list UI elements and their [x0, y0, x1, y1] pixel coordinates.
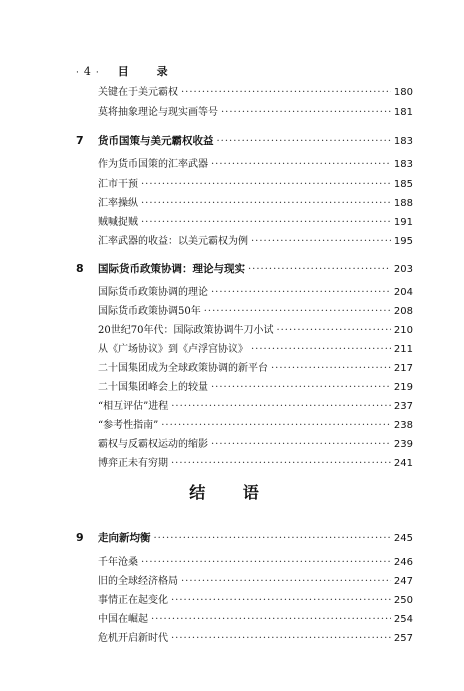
entry-title: 莫将抽象理论与现实画等号 — [98, 107, 218, 118]
entry-title: 汇市干预 — [98, 179, 138, 190]
part-title: 结 语 — [189, 483, 275, 502]
entry-title: 国际货币政策协调的理论 — [98, 287, 208, 298]
page-number: 237 — [393, 401, 413, 412]
toc-section-row — [76, 262, 413, 277]
page-number: 241 — [393, 458, 413, 469]
toc-entry-row — [98, 400, 413, 414]
dot-leader — [211, 381, 391, 395]
dot-leader — [154, 532, 391, 546]
entry-title: 事情正在起变化 — [98, 595, 168, 606]
page-number: 183 — [393, 136, 413, 147]
dot-leader — [251, 235, 391, 249]
page-number: 208 — [393, 306, 413, 317]
page-number: 195 — [393, 236, 413, 247]
dot-leader — [171, 594, 391, 608]
section-number: 9 — [76, 531, 84, 544]
toc-entry-row — [98, 556, 413, 570]
entry-title: 中国在崛起 — [98, 614, 148, 625]
entry-title: 二十国集团峰会上的较量 — [98, 382, 208, 393]
dot-leader — [211, 286, 391, 300]
toc-entry-row — [98, 632, 413, 646]
toc-entry-row — [98, 305, 413, 319]
page-number: 203 — [393, 264, 413, 275]
dot-leader — [141, 216, 391, 230]
page-number: 246 — [393, 557, 413, 568]
entry-title: 汇率操纵 — [98, 198, 138, 209]
entry-title: 博弈正未有穷期 — [98, 458, 168, 469]
section-title: 货币国策与美元霸权收益 — [98, 135, 214, 147]
entry-title: 从《广场协议》到《卢浮宫协议》 — [98, 344, 248, 355]
dot-leader — [141, 197, 391, 211]
dot-leader — [151, 613, 391, 627]
section-number: 8 — [76, 262, 84, 275]
dot-leader — [181, 86, 391, 100]
entry-title: 霸权与反霸权运动的缩影 — [98, 439, 208, 450]
page-number: 211 — [393, 344, 413, 355]
entry-title: 旧的全球经济格局 — [98, 576, 178, 587]
dot-leader — [171, 400, 391, 414]
toc-entry-row — [98, 381, 413, 395]
header-dot-right: · — [95, 68, 100, 78]
toc-entry-row — [98, 86, 413, 100]
page-number: 181 — [393, 107, 413, 118]
entry-title: 20世纪70年代：国际政策协调牛刀小试 — [98, 325, 274, 336]
page-number: 180 — [393, 87, 413, 98]
entry-title: 贼喊捉贼 — [98, 217, 138, 228]
dot-leader — [221, 106, 391, 120]
entry-title: “参考性指南” — [98, 420, 159, 431]
entry-title: 作为货币国策的汇率武器 — [98, 159, 208, 170]
toc-entry-row — [98, 197, 413, 211]
entry-title: 国际货币政策协调50年 — [98, 306, 201, 317]
toc-section-row — [76, 531, 413, 546]
dot-leader — [211, 438, 391, 452]
toc-entry-row — [98, 324, 413, 338]
toc-entry-row — [98, 178, 413, 192]
toc-entry-row — [98, 235, 413, 249]
dot-leader — [171, 457, 391, 471]
page-number: 217 — [393, 363, 413, 374]
dot-leader — [204, 305, 391, 319]
toc-entry-row — [98, 613, 413, 627]
header-title: 目 录 — [117, 65, 180, 78]
dot-leader — [161, 419, 391, 433]
dot-leader — [217, 135, 391, 149]
page-number: 183 — [393, 159, 413, 170]
dot-leader — [141, 556, 391, 570]
page-number: 219 — [393, 382, 413, 393]
entry-title: 汇率武器的收益：以美元霸权为例 — [98, 236, 248, 247]
page-number: 247 — [393, 576, 413, 587]
toc-entry-row — [98, 362, 413, 376]
toc-entry-row — [98, 343, 413, 357]
toc-entry-row — [98, 158, 413, 172]
toc-entry-row — [98, 438, 413, 452]
entry-title: 二十国集团成为全球政策协调的新平台 — [98, 363, 268, 374]
toc-entry-row — [98, 457, 413, 471]
dot-leader — [181, 575, 391, 589]
page-number: 238 — [393, 420, 413, 431]
entry-title: 千年沧桑 — [98, 557, 138, 568]
page-number: 210 — [393, 325, 413, 336]
toc-section-row — [76, 134, 413, 149]
dot-leader — [141, 178, 391, 192]
dot-leader — [276, 324, 390, 338]
toc-entry-row — [98, 419, 413, 433]
entry-title: 关键在于美元霸权 — [98, 87, 178, 98]
toc-entry-row — [98, 106, 413, 120]
page-number: 239 — [393, 439, 413, 450]
section-number: 7 — [76, 134, 84, 147]
entry-title: “相互评估”进程 — [98, 401, 169, 412]
page-number: 188 — [393, 198, 413, 209]
dot-leader — [211, 158, 391, 172]
dot-leader — [248, 263, 391, 277]
toc-entry-row — [98, 286, 413, 300]
dot-leader — [171, 632, 391, 646]
toc-entry-row — [98, 575, 413, 589]
section-title: 走向新均衡 — [98, 532, 151, 544]
toc-entry-row — [98, 216, 413, 230]
page-number: 185 — [393, 179, 413, 190]
page-number: 191 — [393, 217, 413, 228]
page-number: 254 — [393, 614, 413, 625]
page-number: 257 — [393, 633, 413, 644]
page-number: 250 — [393, 595, 413, 606]
header-dot-left: · — [76, 68, 80, 78]
dot-leader — [251, 343, 391, 357]
page-number: 245 — [393, 533, 413, 544]
header-page-number: 4 — [83, 65, 92, 78]
toc-entry-row — [98, 594, 413, 608]
entry-title: 危机开启新时代 — [98, 633, 168, 644]
page-number: 204 — [393, 287, 413, 298]
running-header — [76, 63, 180, 79]
dot-leader — [271, 362, 391, 376]
section-title: 国际货币政策协调：理论与现实 — [98, 263, 245, 275]
